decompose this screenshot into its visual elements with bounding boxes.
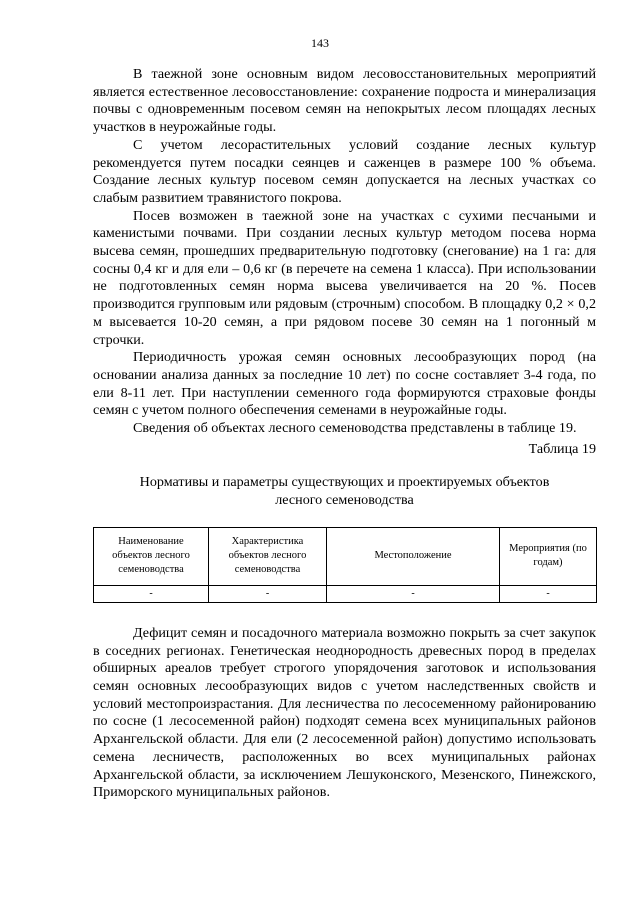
page-number: 143: [311, 36, 329, 50]
column-header: Характеристика объектов лесного семеноводства: [209, 527, 327, 585]
paragraph: Сведения об объектах лесного семеноводства представлены в таблице 19.: [133, 420, 577, 437]
paragraph: Дефицит семян и посадочного материала возможно покрыть за счет закупок в соседних регионах. Генетическая неоднородность древесных пород в пределах обширных ареалов требует строгого упорядочения заготовок и использования семян основных лесообразующих видов с учетом наследственных свойств и условий местопроизрастания. Для лесничества по лесосеменному районированию по сосне (1 лесосеменной район) подходят семена всех муниципальных районов Архангельской области. Для ели (2 лесосеменной район) допустимо использовать семена лесничеств, расположенных во всех муниципальных районах Архангельской области, за исключением Лешуконского, Мезенского, Пинежского, Приморского муниципальных районов.: [93, 624, 596, 801]
table-cell: -: [327, 585, 500, 602]
table-row: [94, 585, 597, 602]
table-title-line: лесного семеноводства: [275, 492, 414, 509]
column-header: Мероприятия (по годам): [500, 527, 597, 585]
paragraph: Посев возможен в таежной зоне на участках с сухими песчаными и каменистыми почвами. При создании лесных культур методом посева норма высева семян, прошедших предварительную подготовку (снегование) на 1 га: для сосны 0,4 кг и для ели – 0,6 кг (в перечете на семена 1 класса). При использовании не подготовленных семян норма высева увеличивается на 20 %. Посев производится групповым или рядовым (строчным) способом. В площадку 0,2 × 0,2 м высевается 10-20 семян, а при рядовом посеве 30 семян на 1 погонный м строчки.: [93, 207, 596, 348]
data-table: [93, 527, 597, 603]
column-header: Местоположение: [327, 527, 500, 585]
table-header-row: [94, 527, 597, 585]
table-cell: -: [500, 585, 597, 602]
paragraph: С учетом лесорастительных условий создание лесных культур рекомендуется путем посадки сеянцев и саженцев в размере 100 % объема. Создание лесных культур посевом семян допускается на лесных участках со слабым развитием травянистого покрова.: [93, 136, 596, 206]
paragraph: В таежной зоне основным видом лесовосстановительных мероприятий является естественное лесовосстановление: сохранение подроста и минерализация почвы с одновременным посевом семян на непокрытых лесом площадях лесных участков в неурожайные годы.: [93, 66, 596, 136]
paragraph: Периодичность урожая семян основных лесообразующих пород (на основании анализа данных за последние 10 лет) по сосне составляет 3-4 года, по ели 8-11 лет. При наступлении семенного года формируются страховые фонды семян с учетом полного обеспечения семенами в неурожайные годы.: [93, 349, 596, 419]
table-title: [93, 474, 596, 509]
table-cell: -: [94, 585, 209, 602]
table-cell: -: [209, 585, 327, 602]
table-title-line: Нормативы и параметры существующих и проектируемых объектов: [139, 474, 550, 491]
page-content: [93, 66, 596, 802]
column-header: Наименование объектов лесного семеноводства: [94, 527, 209, 585]
table-label: Таблица 19: [528, 440, 596, 457]
